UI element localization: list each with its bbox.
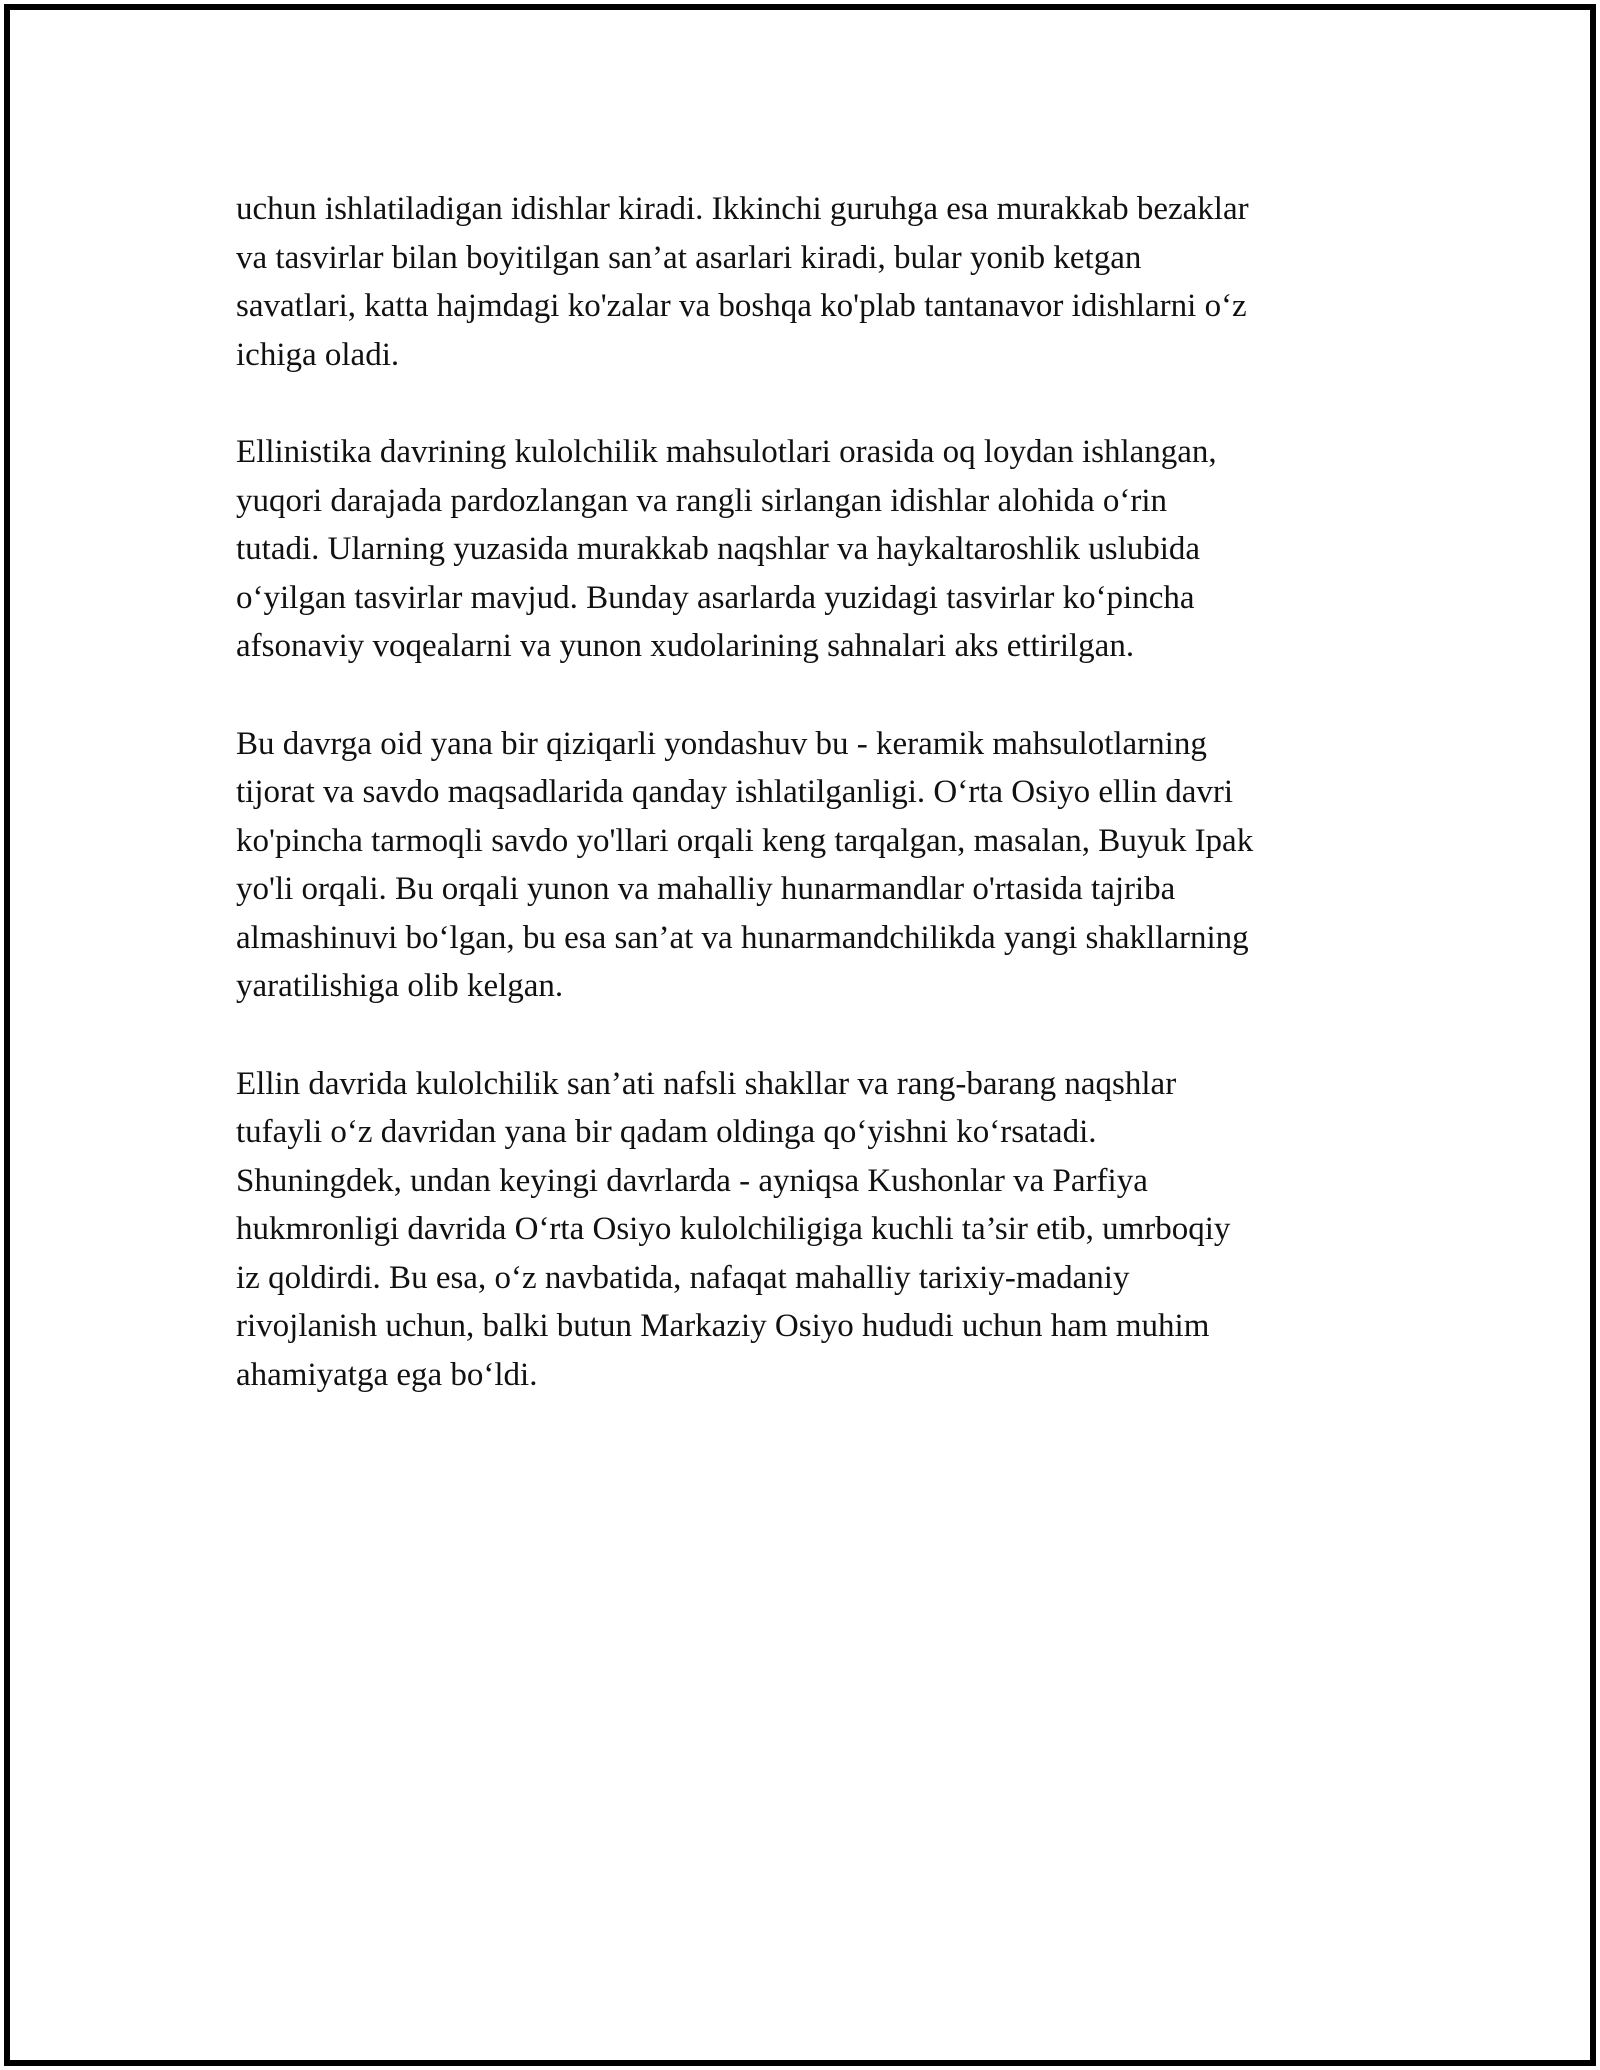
paragraph-3: Bu davrga oid yana bir qiziqarli yondashuv bu - keramik mahsulotlarning tijorat va savdo maqsadlarida qanday ishlatilganligi. O‘rta Osiyo ellin davri ko'pincha tarmoqli savdo yo'llari orqali keng tarqalgan, masalan, Buyuk Ipak yo'li orqali. Bu orqali yunon va mahalliy hunarmandlar o'rtasida tajriba almashinuvi bo‘lgan, bu esa san’at va hunarmandchilikda yangi shakllarning yaratilishiga olib kelgan.: [236, 725, 1254, 1004]
paragraph-1: uchun ishlatiladigan idishlar kiradi. Ikkinchi guruhga esa murakkab bezaklar va tasvirlar bilan boyitilgan san’at asarlari kiradi, bular yonib ketgan savatlari, katta hajmdagi ko'zalar va boshqa ko'plab tantanavor idishlarni o‘z ichiga oladi.: [236, 191, 1249, 373]
paragraph-2: Ellinistika davrining kulolchilik mahsulotlari orasida oq loydan ishlangan, yuqori darajada pardozlangan va rangli sirlangan idishlar alohida o‘rin tutadi. Ularning yuzasida murakkab naqshlar va haykaltaroshlik uslubida o‘yilgan tasvirlar mavjud. Bunday asarlarda yuzidagi tasvirlar ko‘pincha afsonaviy voqealarni va yunon xudolarining sahnalari aks ettirilgan.: [236, 434, 1217, 664]
document-body: [236, 185, 1376, 1448]
paragraph-4: Ellin davrida kulolchilik san’ati nafsli shakllar va rang-barang naqshlar tufayli o‘z davridan yana bir qadam oldinga qo‘yishni ko‘rsatadi. Shuningdek, undan keyingi davrlarda - ayniqsa Kushonlar va Parfiya hukmronligi davrida O‘rta Osiyo kulolchiligiga kuchli ta’sir etib, umrboqiy iz qoldirdi. Bu esa, o‘z navbatida, nafaqat mahalliy tarixiy-madaniy rivojlanish uchun, balki butun Markaziy Osiyo hududi uchun ham muhim ahamiyatga ega bo‘ldi.: [236, 1065, 1231, 1393]
